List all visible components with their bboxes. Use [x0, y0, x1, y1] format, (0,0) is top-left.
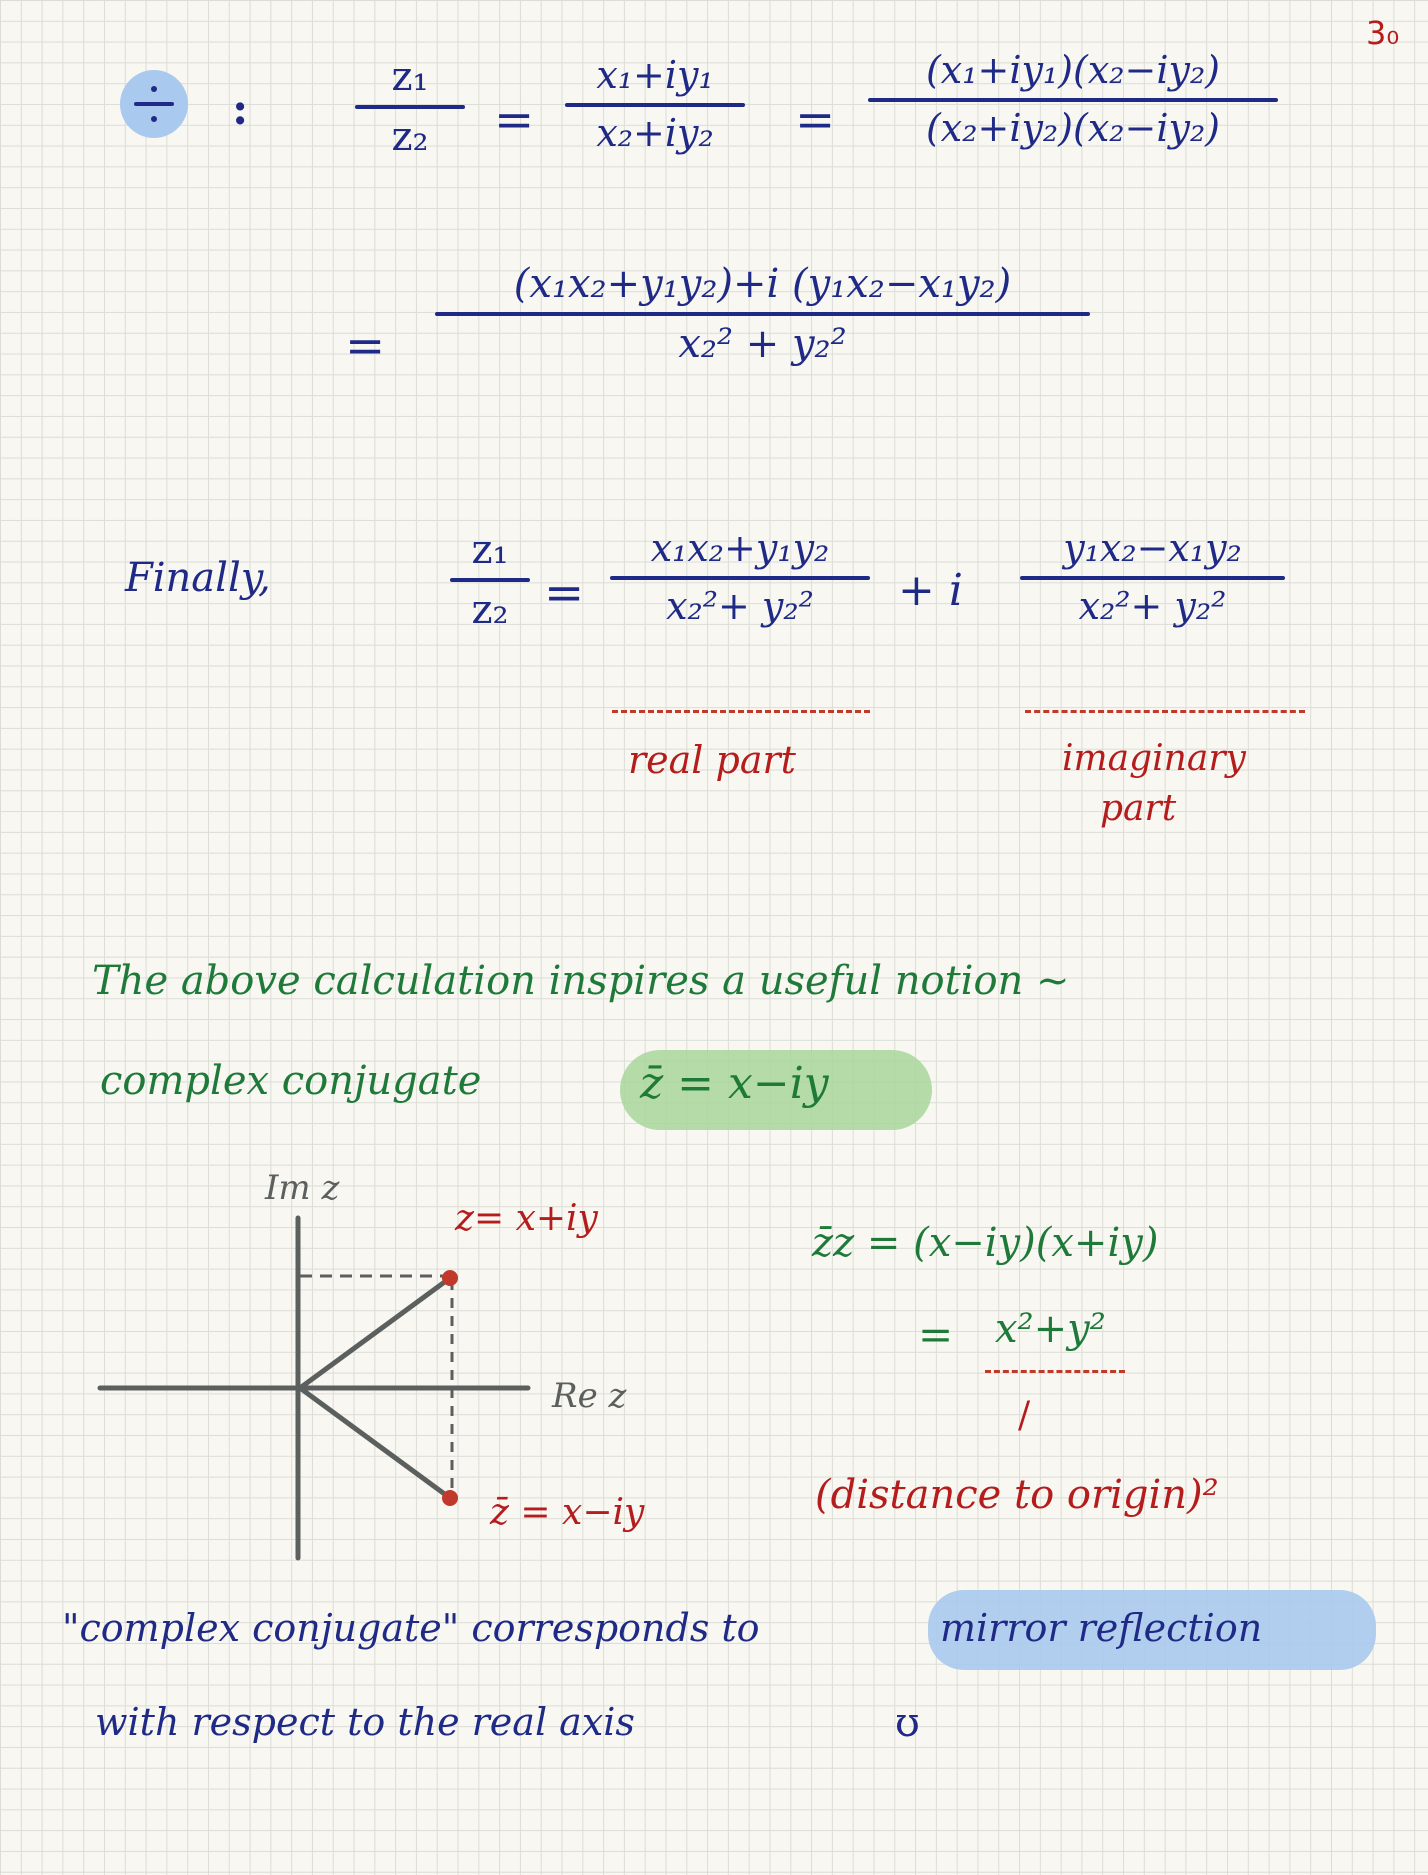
final-lhs-denominator: z₂	[471, 587, 509, 633]
expanded-denominator: x₂² + y₂²	[678, 321, 847, 367]
point-zbar	[442, 1490, 458, 1506]
complex-conjugate-label: complex conjugate	[100, 1058, 482, 1104]
distance-note: (distance to origin)²	[815, 1472, 1219, 1518]
equals-sign: =	[795, 92, 836, 148]
colon-mark: :	[232, 84, 249, 135]
lhs-denominator: z₂	[391, 114, 429, 160]
real-numerator: x₁x₂+y₁y₂	[650, 526, 830, 570]
product-equals: =	[918, 1310, 954, 1359]
imag-part-label-2: part	[1100, 788, 1177, 829]
equals-sign: =	[494, 92, 535, 148]
plus-i: + i	[898, 565, 963, 616]
conclusion-line-2: with respect to the real axis	[95, 1700, 635, 1744]
point-z	[442, 1270, 458, 1286]
real-axis-label: Re z	[552, 1376, 627, 1416]
rhs-numerator: (x₁+iy₁)(x₂−iy₂)	[925, 48, 1221, 92]
imaginary-axis-label: Im z	[265, 1168, 340, 1208]
real-denominator: x₂²+ y₂²	[666, 583, 814, 628]
imag-numerator: y₁x₂−x₁y₂	[1063, 526, 1242, 570]
conclusion-line-1b: mirror reflection	[940, 1606, 1263, 1650]
point-zbar-label: z̄ = x−iy	[490, 1492, 645, 1533]
mid-denominator: x₂+iy₂	[596, 110, 714, 155]
product-line-1: z̄z = (x−iy)(x+iy)	[812, 1220, 1159, 1266]
conjugate-formula: z̄ = x−iy	[640, 1058, 829, 1109]
imag-part-label-1: imaginary	[1062, 738, 1246, 779]
lhs-numerator: z₁	[391, 54, 429, 100]
notion-sentence: The above calculation inspires a useful notion ~	[92, 958, 1070, 1004]
imag-denominator: x₂²+ y₂²	[1078, 583, 1227, 628]
product-line-2: x²+y²	[995, 1306, 1106, 1352]
page-number: 3₀	[1366, 14, 1400, 52]
vector-zbar	[300, 1388, 450, 1498]
final-lhs-numerator: z₁	[471, 527, 509, 573]
expanded-numerator: (x₁x₂+y₁y₂)+i (y₁x₂−x₁y₂)	[513, 261, 1012, 307]
conclusion-line-1a: "complex conjugate" corresponds to	[62, 1606, 760, 1650]
equals-sign: =	[345, 318, 386, 374]
point-z-label: z= x+iy	[455, 1198, 598, 1239]
product-slash: /	[1018, 1395, 1031, 1436]
product-underline	[985, 1370, 1125, 1373]
real-part-label: real part	[628, 738, 796, 782]
mid-numerator: x₁+iy₁	[596, 53, 714, 97]
finally-label: Finally,	[125, 555, 271, 601]
rhs-denominator: (x₂+iy₂)(x₂−iy₂)	[925, 105, 1221, 150]
smiley-icon: ʊ	[895, 1700, 920, 1746]
vector-z	[300, 1278, 450, 1388]
equals-sign: =	[544, 565, 585, 621]
